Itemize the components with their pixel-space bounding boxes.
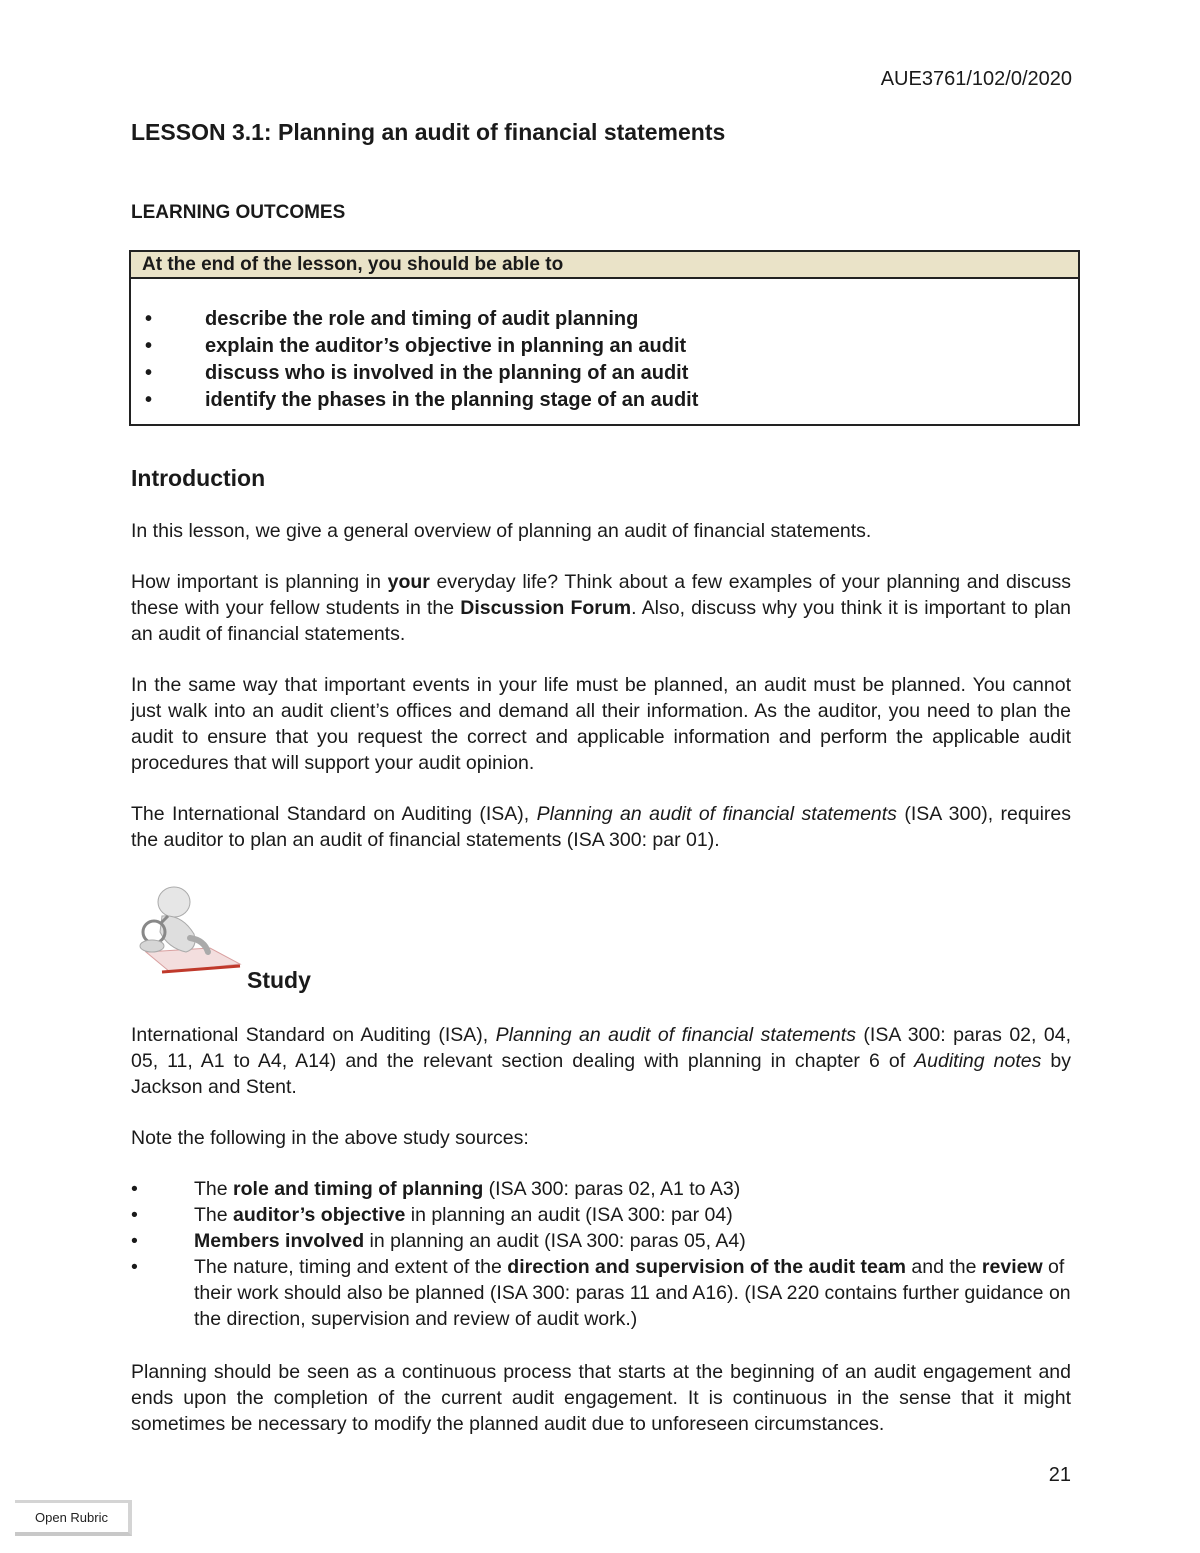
bullet-icon: • — [131, 1178, 138, 1200]
study-list-item: • The auditor’s objective in planning an audit (ISA 300: par 04) — [131, 1204, 733, 1226]
outcome-item — [131, 360, 698, 387]
bullet-icon: • — [131, 1204, 138, 1226]
intro-paragraph-1: In this lesson, we give a general overview of planning an audit of financial statements. — [131, 520, 872, 542]
bullet-icon: • — [145, 335, 153, 357]
outcome-text: explain the auditor’s objective in planning an audit — [205, 335, 687, 357]
outcome-item — [131, 387, 698, 414]
learning-outcomes-heading: LEARNING OUTCOMES — [131, 202, 346, 223]
outcome-text: describe the role and timing of audit planning — [205, 308, 639, 330]
outcome-item — [131, 333, 698, 360]
study-paragraph-3: Planning should be seen as a continuous process that starts at the beginning of an audit engagement and ends upon the completion of the current audit engagement. It is continuous in the sense that it might sometimes be necessary to modify the planned audit due to unforeseen circumstances. — [131, 1361, 1071, 1435]
bullet-icon: • — [145, 308, 153, 330]
study-list-item: • The nature, timing and extent of the direction and supervision of the audit team and the review of their work should also be planned (ISA 300: paras 11 and A16). (ISA 220 contains further guidance on the direction, supervision and review of audit work.) — [131, 1256, 1071, 1330]
study-list-item: • The role and timing of planning (ISA 300: paras 02, A1 to A3) — [131, 1178, 741, 1200]
study-figure-icon — [132, 886, 244, 982]
outcome-text: identify the phases in the planning stage of an audit — [205, 389, 699, 411]
open-rubric-button[interactable]: Open Rubric — [15, 1500, 132, 1536]
introduction-heading: Introduction — [131, 465, 266, 491]
learning-outcomes-box — [129, 250, 1080, 426]
doc-code: AUE3761/102/0/2020 — [880, 68, 1072, 90]
study-label: Study — [247, 967, 311, 993]
study-paragraph-1: International Standard on Auditing (ISA), Planning an audit of financial statements (ISA 300: paras 02, 04, 05, 11, A1 to A4, A14) and the relevant section dealing with planning in chapter 6 of Auditing notes by Jackson and Stent. — [131, 1024, 1072, 1098]
intro-paragraph-4: The International Standard on Auditing (ISA), Planning an audit of financial statements (ISA 300), requires the auditor to plan an audit of financial statements (ISA 300: par 01). — [131, 803, 1072, 851]
study-list-item: • Members involved in planning an audit (ISA 300: paras 05, A4) — [131, 1230, 746, 1252]
bullet-icon: • — [131, 1256, 138, 1278]
outcomes-list — [131, 306, 698, 414]
study-paragraph-2: Note the following in the above study sources: — [131, 1127, 529, 1149]
lesson-title: LESSON 3.1: Planning an audit of financial statements — [131, 119, 726, 145]
outcome-text: discuss who is involved in the planning of an audit — [205, 362, 689, 384]
study-list — [131, 1176, 1071, 1332]
page-number: 21 — [1048, 1464, 1071, 1486]
intro-paragraph-3: In the same way that important events in your life must be planned, an audit must be planned. You cannot just walk into an audit client’s offices and demand all their information. As the auditor, you need to plan the audit to ensure that you request the correct and applicable information and perform the applicable audit procedures that will support your audit opinion. — [131, 674, 1071, 774]
bullet-icon: • — [145, 389, 153, 411]
bullet-icon: • — [145, 362, 153, 384]
intro-paragraph-2: How important is planning in your everyday life? Think about a few examples of your planning and discuss these with your fellow students in the Discussion Forum. Also, discuss why you think it is important to plan an audit of financial statements. — [131, 571, 1071, 645]
bullet-icon: • — [131, 1230, 138, 1252]
outcome-item — [131, 306, 698, 333]
outcomes-box-title: At the end of the lesson, you should be able to — [131, 252, 1078, 279]
